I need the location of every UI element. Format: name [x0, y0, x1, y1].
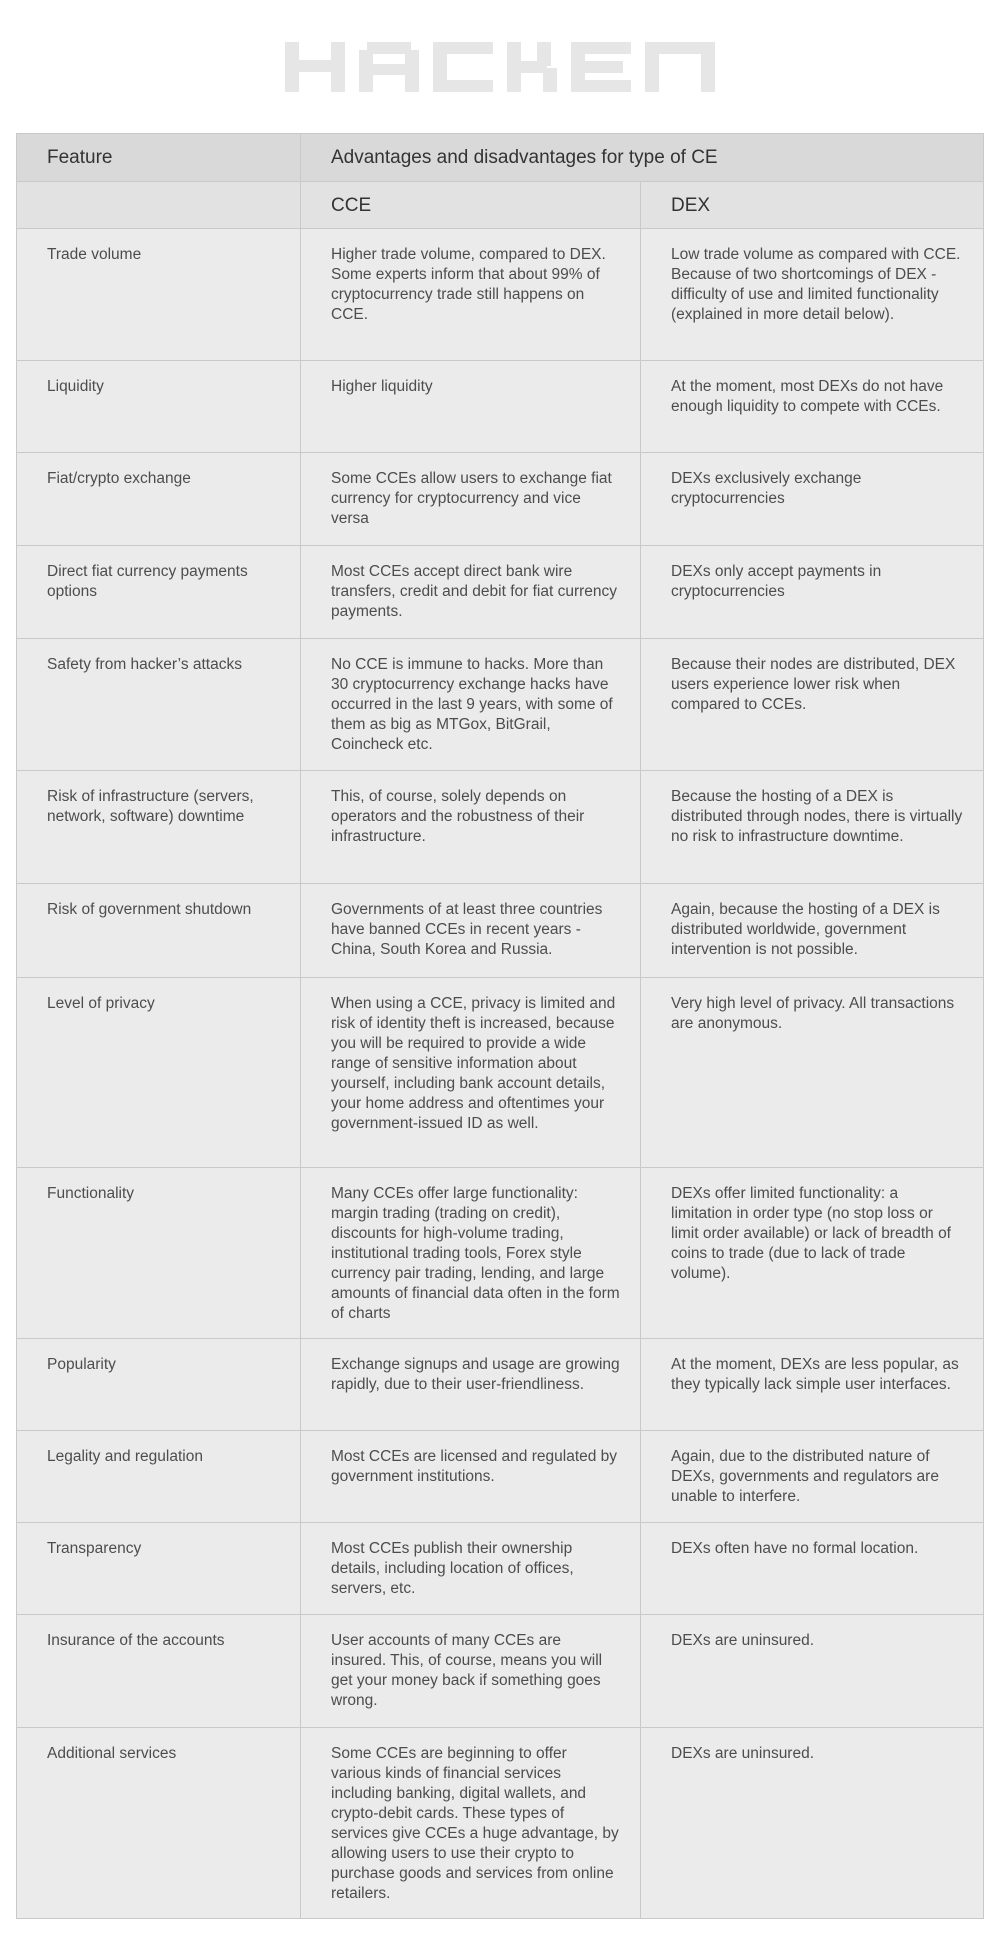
- feature-cell: Fiat/crypto exchange: [17, 453, 301, 545]
- dex-cell: At the moment, most DEXs do not have enough liquidity to compete with CCEs.: [671, 378, 944, 415]
- table-row: [17, 1168, 983, 1339]
- dex-cell: DEXs exclusively exchange cryptocurrencies: [671, 470, 862, 507]
- header-cce: CCE: [301, 182, 641, 228]
- feature-cell: Additional services: [17, 1728, 301, 1918]
- cce-cell: Some CCEs allow users to exchange fiat currency for cryptocurrency and vice versa: [301, 453, 641, 545]
- cce-cell: Exchange signups and usage are growing rapidly, due to their user-friendliness.: [301, 1339, 641, 1430]
- cce-cell: Governments of at least three countries have banned CCEs in recent years - China, South Korea and Russia.: [301, 884, 641, 977]
- table-row: [17, 361, 983, 453]
- cce-cell: Many CCEs offer large functionality: margin trading (trading on credit), discounts for high-volume trading, institutional trading tools, Forex style currency pair trading, lending, and large amounts of financial data often in the form of charts: [301, 1168, 641, 1338]
- table-row: [17, 884, 983, 978]
- table-row: [17, 771, 983, 884]
- dex-cell: At the moment, DEXs are less popular, as they typically lack simple user interfaces.: [671, 1356, 959, 1393]
- dex-cell: Low trade volume as compared with CCE. Because of two shortcomings of DEX - difficulty of use and limited functionality (explained in more detail below).: [671, 246, 961, 323]
- table-row: [17, 1523, 983, 1615]
- cce-cell: User accounts of many CCEs are insured. This, of course, means you will get your money back if something goes wrong.: [301, 1615, 641, 1727]
- header-feature: Feature: [17, 134, 301, 181]
- cce-cell: Most CCEs accept direct bank wire transfers, credit and debit for fiat currency payments.: [301, 546, 641, 638]
- dex-cell: DEXs only accept payments in cryptocurrencies: [671, 563, 882, 600]
- feature-cell: Popularity: [17, 1339, 301, 1430]
- cce-cell: Some CCEs are beginning to offer various kinds of financial services including banking, digital wallets, and crypto-debit cards. These types of services give CCEs a huge advantage, by allowing users to use their crypto to purchase goods and services from online retailers.: [301, 1728, 641, 1918]
- table-row: [17, 229, 983, 361]
- dex-cell: Because the hosting of a DEX is distributed through nodes, there is virtually no risk to infrastructure downtime.: [671, 788, 963, 845]
- table-row: [17, 639, 983, 771]
- table-row: [17, 1431, 983, 1523]
- dex-cell: DEXs offer limited functionality: a limitation in order type (no stop loss or limit order available) or lack of breadth of coins to trade (due to lack of trade volume).: [671, 1185, 951, 1282]
- cce-cell: When using a CCE, privacy is limited and risk of identity theft is increased, because you will be required to provide a wide range of sensitive information about yourself, including bank account details, your home address and oftentimes your government-issued ID as well.: [301, 978, 641, 1167]
- cce-cell: Higher liquidity: [301, 361, 641, 452]
- table-row: [17, 1728, 983, 1918]
- feature-cell: Safety from hacker’s attacks: [17, 639, 301, 770]
- dex-cell: Because their nodes are distributed, DEX users experience lower risk when compared to CCEs.: [671, 656, 956, 713]
- hacken-logo: [285, 42, 715, 92]
- feature-cell: Risk of government shutdown: [17, 884, 301, 977]
- feature-cell: Transparency: [17, 1523, 301, 1614]
- feature-cell: Trade volume: [17, 229, 301, 360]
- comparison-table: [16, 133, 984, 1919]
- table-row: [17, 453, 983, 546]
- dex-cell: DEXs often have no formal location.: [671, 1540, 919, 1557]
- dex-cell: DEXs are uninsured.: [671, 1745, 815, 1762]
- cce-cell: No CCE is immune to hacks. More than 30 cryptocurrency exchange hacks have occurred in the last 9 years, with some of them as big as MTGox, BitGrail, Coincheck etc.: [301, 639, 641, 770]
- table-subheader-row: [17, 182, 983, 229]
- table-row: [17, 1339, 983, 1431]
- table-row: [17, 546, 983, 639]
- feature-cell: Risk of infrastructure (servers, network, software) downtime: [17, 771, 301, 883]
- table-header-row: [17, 134, 983, 182]
- feature-cell: Legality and regulation: [17, 1431, 301, 1522]
- feature-cell: Direct fiat currency payments options: [17, 546, 301, 638]
- header-group: Advantages and disadvantages for type of CE: [331, 147, 718, 168]
- subheader-empty: [17, 182, 301, 228]
- cce-cell: Higher trade volume, compared to DEX. Some experts inform that about 99% of cryptocurrency trade still happens on CCE.: [301, 229, 641, 360]
- cce-cell: This, of course, solely depends on operators and the robustness of their infrastructure.: [301, 771, 641, 883]
- feature-cell: Functionality: [17, 1168, 301, 1338]
- cce-cell: Most CCEs publish their ownership details, including location of offices, servers, etc.: [301, 1523, 641, 1614]
- table-row: [17, 1615, 983, 1728]
- logo-area: [0, 0, 1000, 133]
- feature-cell: Liquidity: [17, 361, 301, 452]
- feature-cell: Insurance of the accounts: [17, 1615, 301, 1727]
- dex-cell: Again, due to the distributed nature of DEXs, governments and regulators are unable to interfere.: [671, 1448, 939, 1505]
- dex-cell: DEXs are uninsured.: [671, 1632, 815, 1649]
- cce-cell: Most CCEs are licensed and regulated by government institutions.: [301, 1431, 641, 1522]
- feature-cell: Level of privacy: [17, 978, 301, 1167]
- dex-cell: Again, because the hosting of a DEX is distributed worldwide, government intervention is not possible.: [671, 901, 940, 958]
- header-dex: DEX: [671, 195, 711, 216]
- dex-cell: Very high level of privacy. All transactions are anonymous.: [671, 995, 955, 1032]
- table-row: [17, 978, 983, 1168]
